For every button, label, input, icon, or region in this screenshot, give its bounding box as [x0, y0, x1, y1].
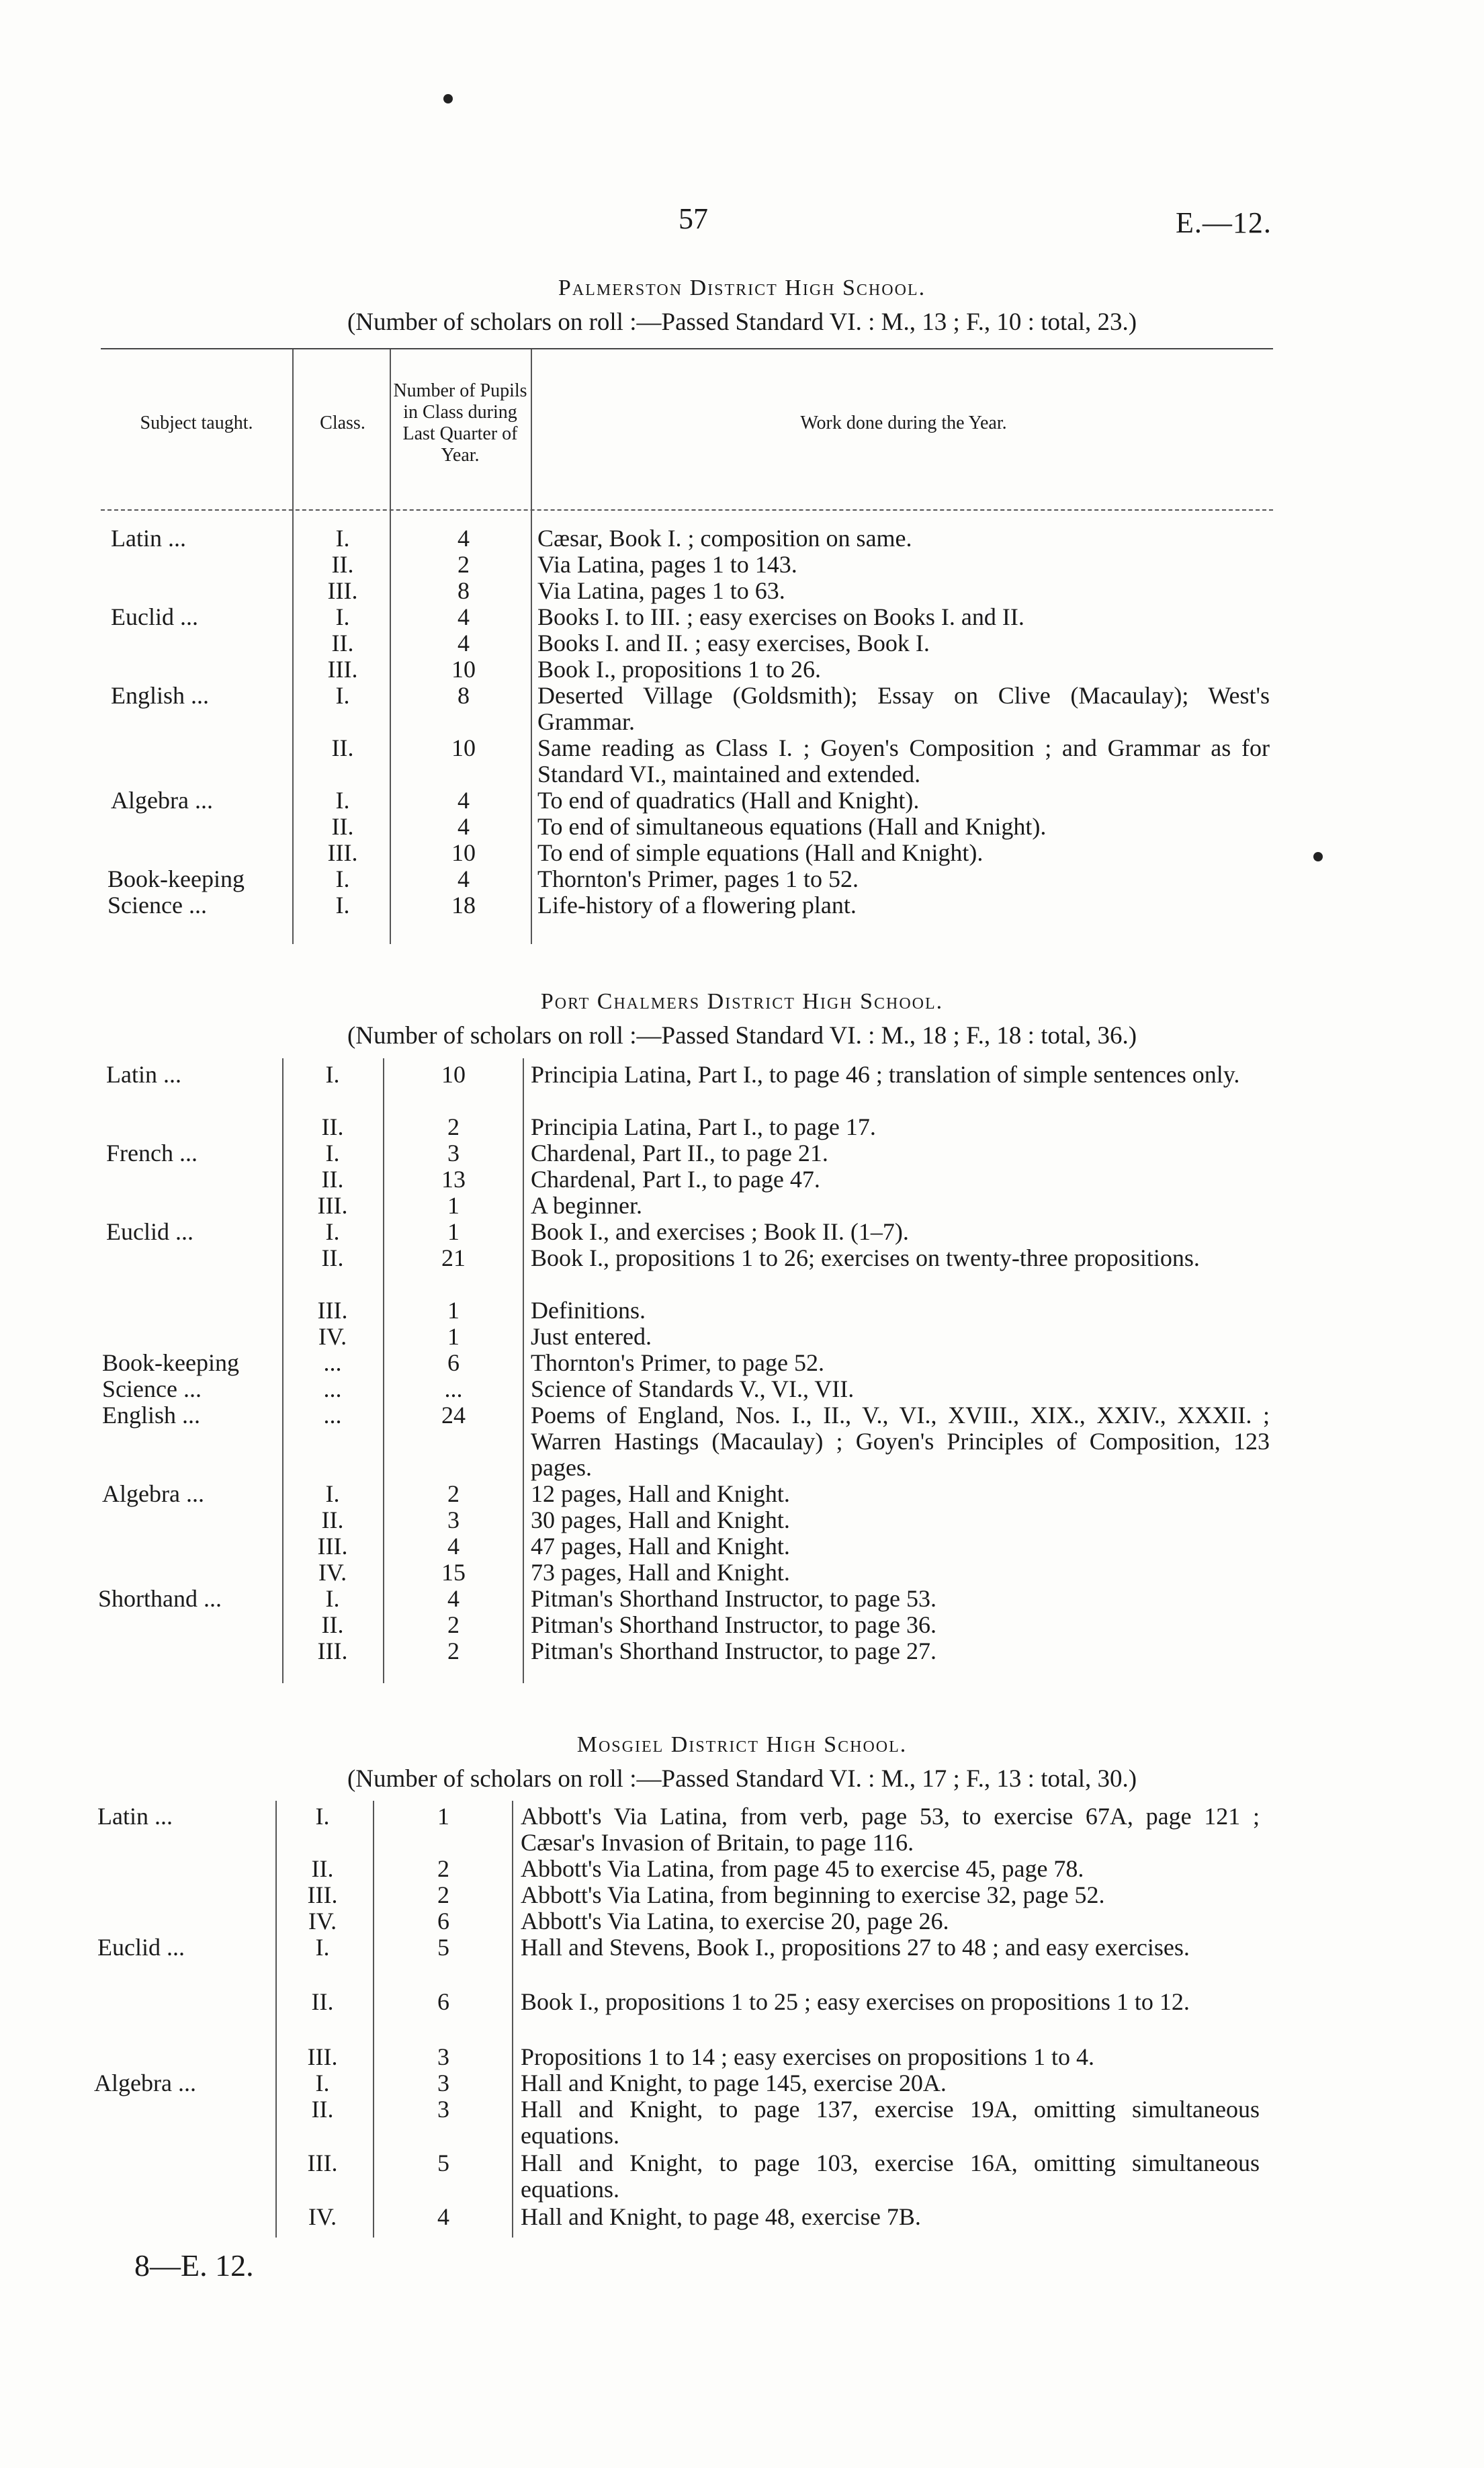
class-cell: IV.	[308, 1908, 337, 1934]
class-cell: I.	[335, 525, 350, 552]
work-cell: Thornton's Primer, pages 1 to 52.	[537, 865, 859, 892]
column-rule	[282, 1058, 283, 1683]
section-title: Port Chalmers District High School.	[540, 989, 944, 1014]
work-cell: 30 pages, Hall and Knight.	[531, 1506, 790, 1533]
number-cell: 10	[441, 1061, 466, 1088]
number-cell: 4	[447, 1585, 460, 1612]
work-cell: 73 pages, Hall and Knight.	[531, 1559, 790, 1586]
work-cell: Hall and Knight, to page 48, exercise 7B.	[521, 2203, 921, 2230]
column-rule	[390, 349, 391, 944]
class-cell: I.	[325, 1585, 340, 1612]
work-cell: Hall and Knight, to page 137, exercise 19A, omitting simultaneous equations.	[521, 2096, 1260, 2149]
column-rule	[292, 349, 294, 944]
work-cell: Same reading as Class I. ; Goyen's Composition ; and Grammar as for Standard VI., maintained and extended.	[537, 734, 1270, 788]
number-cell: 18	[451, 892, 476, 919]
class-cell: III.	[307, 2150, 338, 2176]
subject-cell: English ...	[102, 1402, 201, 1429]
number-cell: 2	[447, 1637, 460, 1664]
column-rule	[512, 1801, 513, 2238]
class-cell: I.	[335, 787, 350, 814]
number-cell: 6	[437, 1908, 449, 1934]
number-cell: 13	[441, 1166, 466, 1193]
number-cell: 4	[437, 2203, 449, 2230]
class-cell: II.	[331, 551, 354, 578]
work-cell: To end of simultaneous equations (Hall and Knight).	[537, 813, 1047, 840]
section-subtitle: (Number of scholars on roll :—Passed Standard VI. : M., 13 ; F., 10 : total, 23.)	[347, 308, 1137, 336]
number-cell: 2	[457, 551, 470, 578]
work-cell: Pitman's Shorthand Instructor, to page 53.	[531, 1585, 936, 1612]
number-cell: 21	[441, 1244, 466, 1271]
number-cell: 3	[447, 1506, 460, 1533]
work-cell: Abbott's Via Latina, to exercise 20, page 26.	[521, 1908, 949, 1934]
subject-cell: Euclid ...	[97, 1934, 185, 1961]
class-cell: ...	[323, 1349, 342, 1376]
work-cell: Abbott's Via Latina, from verb, page 53, to exercise 67A, page 121 ; Cæsar's Invasion of Britain, to page 116.	[521, 1803, 1260, 1856]
work-cell: Principia Latina, Part I., to page 17.	[531, 1113, 876, 1140]
class-cell: II.	[321, 1113, 344, 1140]
work-cell: To end of quadratics (Hall and Knight).	[537, 787, 920, 814]
number-cell: 10	[451, 839, 476, 866]
number-cell: 4	[457, 813, 470, 840]
work-cell: To end of simple equations (Hall and Knight).	[537, 839, 984, 866]
work-cell: Via Latina, pages 1 to 143.	[537, 551, 797, 578]
number-cell: 5	[437, 2150, 449, 2176]
work-cell: Books I. to III. ; easy exercises on Books I. and II.	[537, 603, 1024, 630]
number-cell: 1	[447, 1218, 460, 1245]
table-header-rule-top	[101, 348, 1273, 349]
number-cell: 4	[457, 865, 470, 892]
subject-cell: Latin ...	[97, 1803, 173, 1830]
class-cell: II.	[311, 1988, 334, 2015]
number-cell: 2	[437, 1881, 449, 1908]
work-cell: Chardenal, Part II., to page 21.	[531, 1140, 828, 1166]
number-cell: 10	[451, 656, 476, 683]
work-cell: Books I. and II. ; easy exercises, Book I.	[537, 630, 930, 656]
work-cell: Life-history of a flowering plant.	[537, 892, 857, 919]
class-cell: I.	[335, 892, 350, 919]
number-cell: 6	[447, 1349, 460, 1376]
work-cell: Thornton's Primer, to page 52.	[531, 1349, 824, 1376]
subject-cell: Science ...	[107, 892, 207, 919]
class-cell: I.	[325, 1140, 340, 1166]
ink-speck-decoration	[443, 94, 453, 103]
number-cell: 3	[437, 2043, 449, 2070]
subject-cell: French ...	[106, 1140, 198, 1166]
column-rule	[373, 1801, 374, 2238]
subject-cell: Latin ...	[111, 525, 186, 552]
subject-cell: Book-keeping	[102, 1349, 239, 1376]
class-cell: I.	[325, 1480, 340, 1507]
page-number: 57	[679, 202, 708, 235]
class-cell: IV.	[318, 1323, 347, 1350]
section-subtitle: (Number of scholars on roll :—Passed Standard VI. : M., 18 ; F., 18 : total, 36.)	[347, 1022, 1137, 1050]
work-cell: Chardenal, Part I., to page 47.	[531, 1166, 820, 1193]
class-cell: II.	[321, 1244, 344, 1271]
subject-cell: Euclid ...	[106, 1218, 193, 1245]
subject-cell: Algebra ...	[111, 787, 213, 814]
number-cell: 4	[457, 603, 470, 630]
class-cell: IV.	[308, 2203, 337, 2230]
class-cell: III.	[327, 656, 358, 683]
number-cell: 4	[457, 630, 470, 656]
class-cell: I.	[335, 682, 350, 709]
work-cell: Pitman's Shorthand Instructor, to page 36.	[531, 1611, 936, 1638]
subject-cell: Latin ...	[106, 1061, 181, 1088]
header-class: Class.	[320, 413, 365, 433]
page-reference: E.—12.	[1176, 206, 1272, 239]
work-cell: 47 pages, Hall and Knight.	[531, 1533, 790, 1560]
class-cell: I.	[315, 1803, 330, 1830]
header-subject: Subject taught.	[140, 413, 253, 433]
work-cell: Principia Latina, Part I., to page 46 ; translation of simple sentences only.	[531, 1061, 1240, 1088]
subject-cell: Algebra ...	[102, 1480, 204, 1507]
class-cell: II.	[321, 1506, 344, 1533]
work-cell: Book I., propositions 1 to 26; exercises on twenty-three propositions.	[531, 1244, 1200, 1271]
subject-cell: Book-keeping	[107, 865, 245, 892]
number-cell: ...	[444, 1375, 463, 1402]
class-cell: II.	[331, 813, 354, 840]
class-cell: II.	[311, 1855, 334, 1882]
class-cell: I.	[335, 603, 350, 630]
number-cell: 5	[437, 1934, 449, 1961]
class-cell: ...	[323, 1375, 342, 1402]
ink-speck-decoration	[1313, 852, 1323, 861]
work-cell: Pitman's Shorthand Instructor, to page 27.	[531, 1637, 936, 1664]
work-cell: Science of Standards V., VI., VII.	[531, 1375, 855, 1402]
work-cell: Book I., propositions 1 to 26.	[537, 656, 822, 683]
number-cell: 1	[447, 1323, 460, 1350]
class-cell: II.	[331, 630, 354, 656]
number-cell: 2	[437, 1855, 449, 1882]
header-number: Number of Pupils in Class during Last Quarter of Year.	[393, 380, 527, 466]
number-cell: 8	[457, 682, 470, 709]
work-cell: Just entered.	[531, 1323, 652, 1350]
subject-cell: Euclid ...	[111, 603, 198, 630]
class-cell: I.	[315, 2070, 330, 2096]
section-title: Palmerston District High School.	[558, 275, 926, 300]
work-cell: Book I., and exercises ; Book II. (1–7).	[531, 1218, 909, 1245]
class-cell: I.	[325, 1061, 340, 1088]
work-cell: Hall and Stevens, Book I., propositions 27 to 48 ; and easy exercises.	[521, 1934, 1190, 1961]
number-cell: 15	[441, 1559, 466, 1586]
work-cell: Hall and Knight, to page 103, exercise 16A, omitting simultaneous equations.	[521, 2150, 1260, 2203]
class-cell: III.	[317, 1533, 348, 1560]
number-cell: 8	[457, 577, 470, 604]
column-rule	[275, 1801, 277, 2238]
number-cell: 3	[437, 2070, 449, 2096]
number-cell: 2	[447, 1113, 460, 1140]
work-cell: A beginner.	[531, 1192, 642, 1219]
work-cell: Deserted Village (Goldsmith); Essay on Clive (Macaulay); West's Grammar.	[537, 682, 1270, 735]
number-cell: 6	[437, 1988, 449, 2015]
class-cell: III.	[307, 2043, 338, 2070]
number-cell: 1	[447, 1297, 460, 1324]
class-cell: ...	[323, 1402, 342, 1429]
class-cell: III.	[317, 1192, 348, 1219]
work-cell: Propositions 1 to 14 ; easy exercises on propositions 1 to 4.	[521, 2043, 1094, 2070]
class-cell: III.	[317, 1297, 348, 1324]
number-cell: 24	[441, 1402, 466, 1429]
number-cell: 10	[451, 734, 476, 761]
class-cell: I.	[335, 865, 350, 892]
number-cell: 4	[457, 525, 470, 552]
work-cell: Book I., propositions 1 to 25 ; easy exercises on propositions 1 to 12.	[521, 1988, 1190, 2015]
class-cell: II.	[321, 1166, 344, 1193]
class-cell: III.	[317, 1637, 348, 1664]
number-cell: 2	[447, 1480, 460, 1507]
class-cell: II.	[311, 2096, 334, 2123]
class-cell: II.	[331, 734, 354, 761]
work-cell: Definitions.	[531, 1297, 646, 1324]
column-rule	[383, 1058, 384, 1683]
work-cell: Poems of England, Nos. I., II., V., VI., XVIII., XIX., XXIV., XXXII. ; Warren Hastings (Macaulay) ; Goyen's Principles of Composition, 123 pages.	[531, 1402, 1270, 1481]
class-cell: IV.	[318, 1559, 347, 1586]
section-subtitle: (Number of scholars on roll :—Passed Standard VI. : M., 17 ; F., 13 : total, 30.)	[347, 1765, 1137, 1793]
work-cell: Abbott's Via Latina, from beginning to exercise 32, page 52.	[521, 1881, 1105, 1908]
class-cell: III.	[327, 839, 358, 866]
header-work: Work done during the Year.	[800, 413, 1007, 433]
number-cell: 3	[437, 2096, 449, 2123]
work-cell: 12 pages, Hall and Knight.	[531, 1480, 790, 1507]
number-cell: 1	[447, 1192, 460, 1219]
subject-cell: Science ...	[102, 1375, 202, 1402]
number-cell: 1	[437, 1803, 449, 1830]
subject-cell: Shorthand ...	[98, 1585, 222, 1612]
number-cell: 2	[447, 1611, 460, 1638]
page-footer: 8—E. 12.	[134, 2248, 254, 2283]
section-title: Mosgiel District High School.	[576, 1732, 908, 1757]
table-header-rule-bottom	[101, 509, 1273, 511]
class-cell: III.	[327, 577, 358, 604]
number-cell: 4	[447, 1533, 460, 1560]
subject-cell: English ...	[111, 682, 210, 709]
class-cell: III.	[307, 1881, 338, 1908]
subject-cell: Algebra ...	[94, 2070, 196, 2096]
class-cell: I.	[325, 1218, 340, 1245]
class-cell: II.	[321, 1611, 344, 1638]
work-cell: Abbott's Via Latina, from page 45 to exercise 45, page 78.	[521, 1855, 1084, 1882]
work-cell: Cæsar, Book I. ; composition on same.	[537, 525, 912, 552]
number-cell: 3	[447, 1140, 460, 1166]
column-rule	[523, 1058, 524, 1683]
number-cell: 4	[457, 787, 470, 814]
class-cell: I.	[315, 1934, 330, 1961]
work-cell: Via Latina, pages 1 to 63.	[537, 577, 785, 604]
work-cell: Hall and Knight, to page 145, exercise 20A.	[521, 2070, 947, 2096]
column-rule	[531, 349, 532, 944]
